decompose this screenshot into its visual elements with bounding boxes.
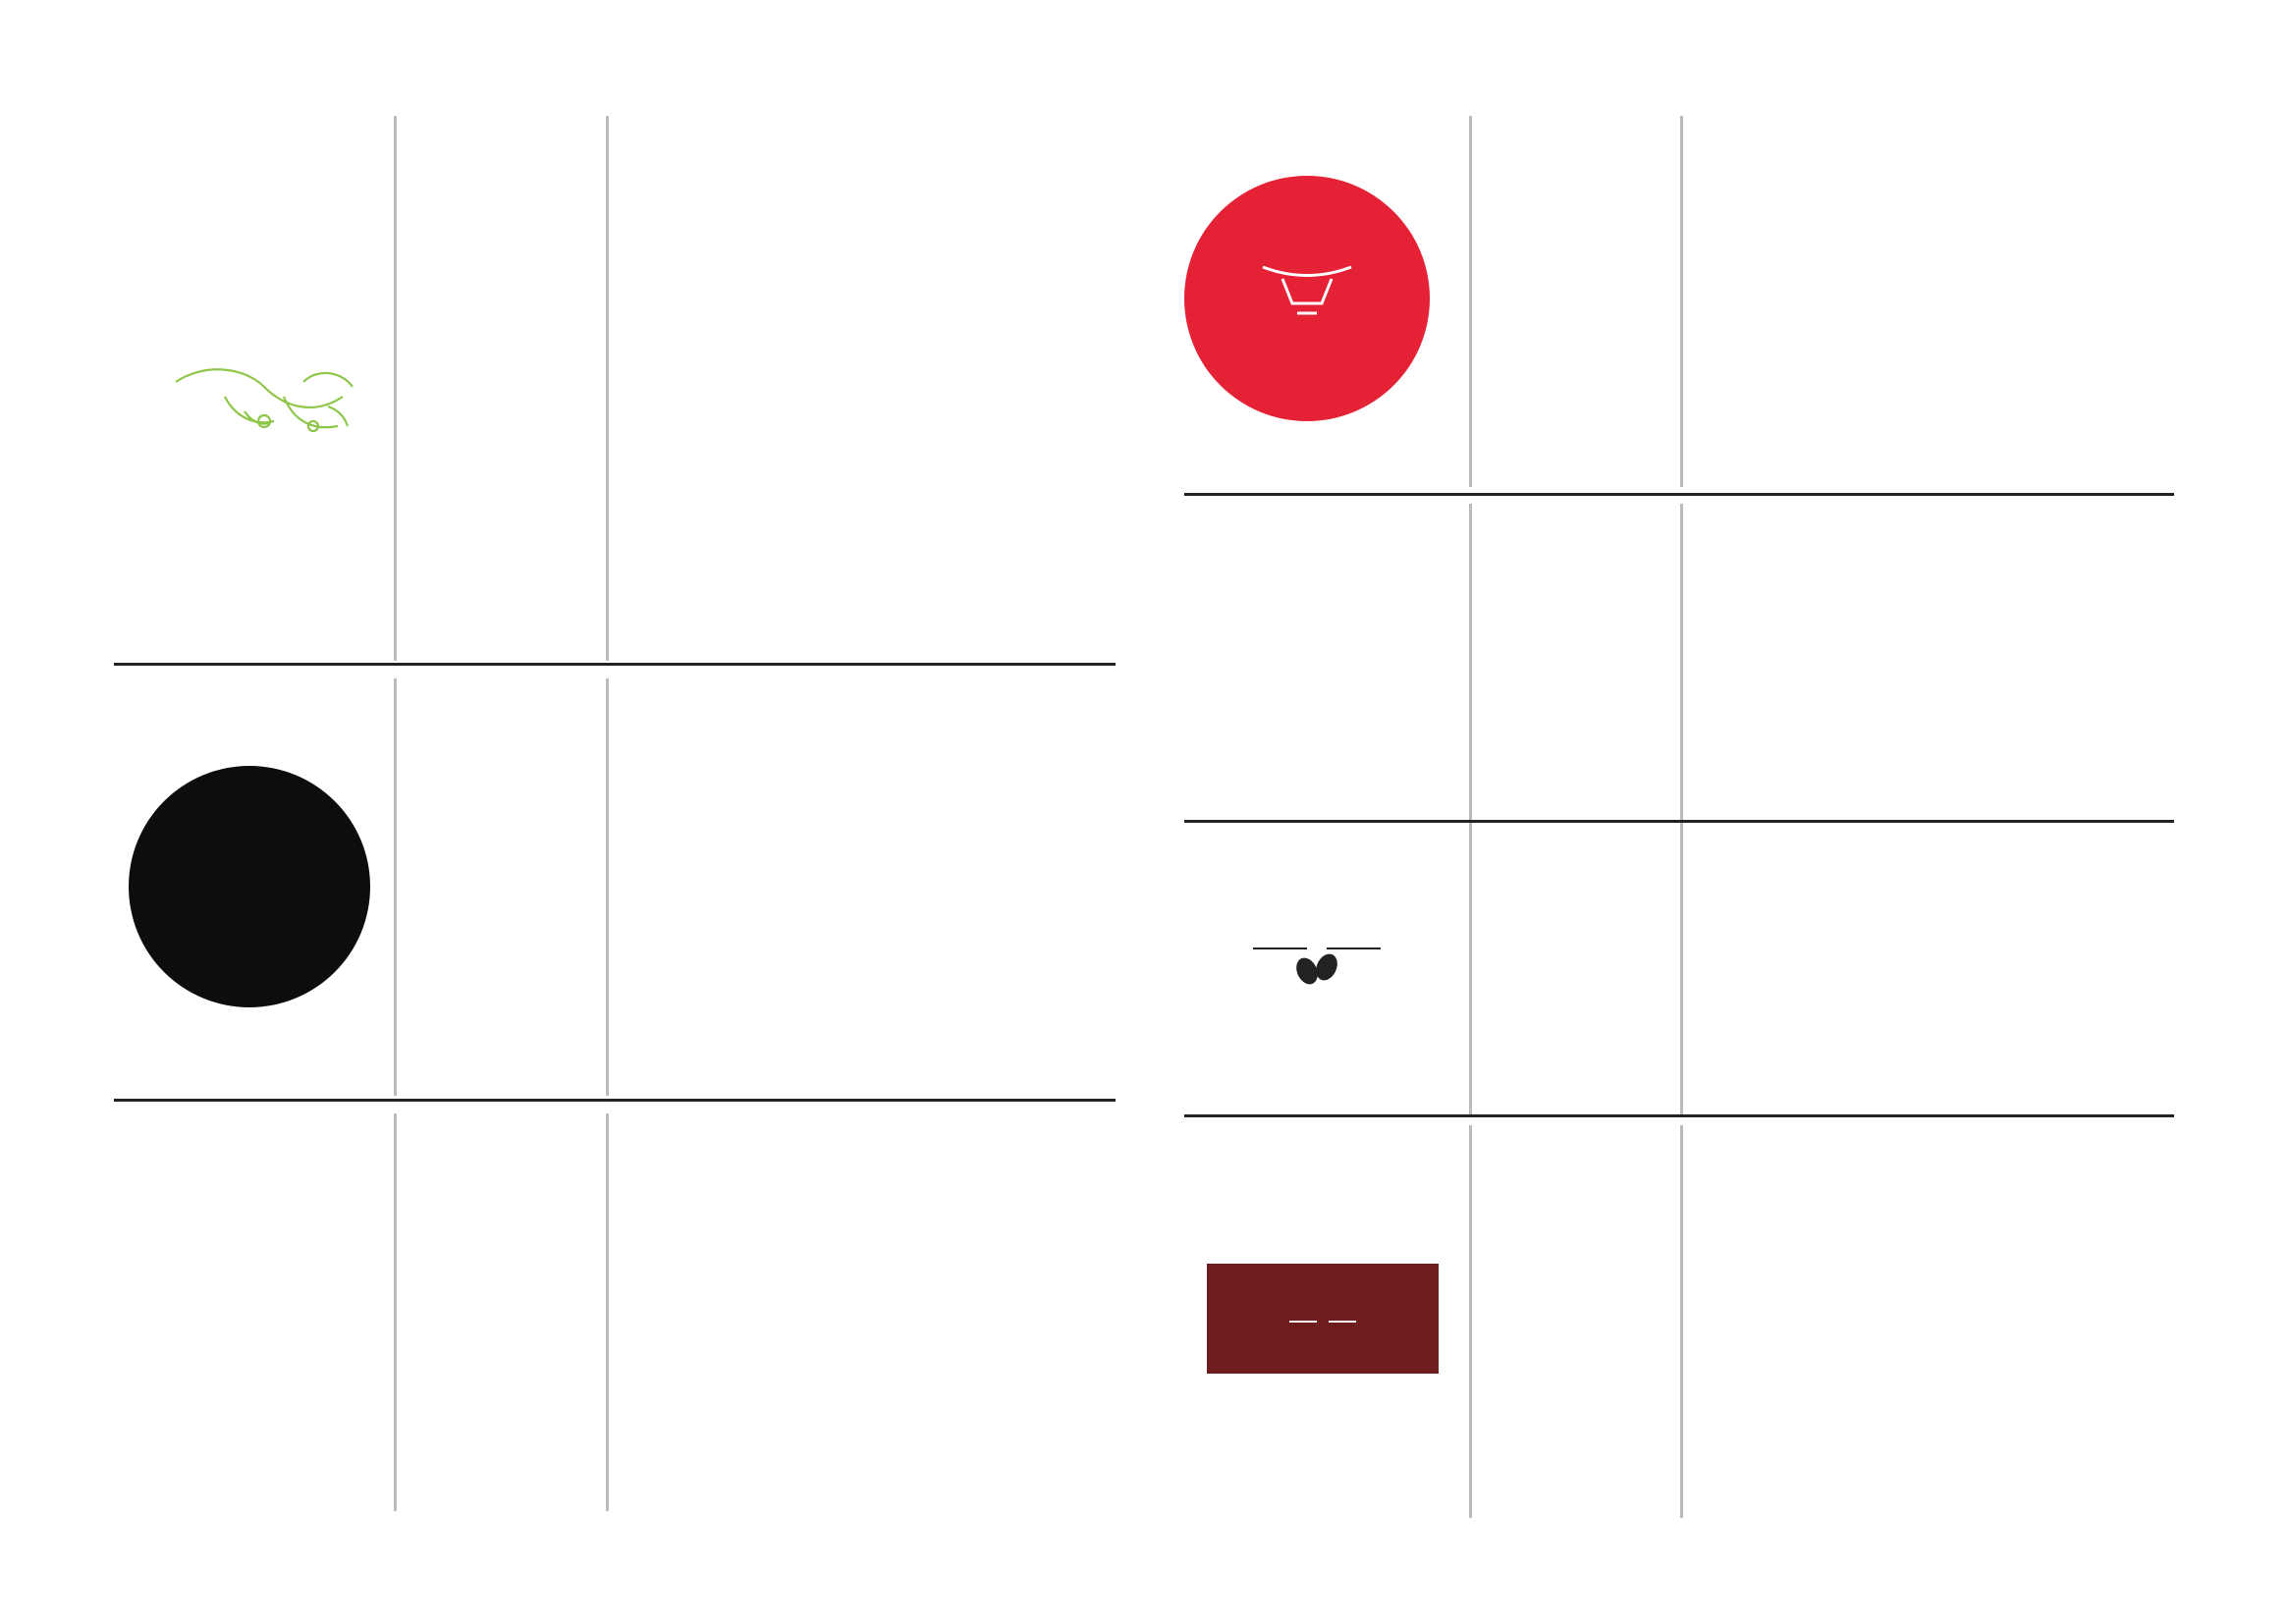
border-top xyxy=(0,0,2289,104)
coffee-beans-icon xyxy=(1287,949,1346,989)
la-moda-logo xyxy=(104,669,394,1104)
section-divider xyxy=(114,1099,1116,1102)
u-bosmana-address xyxy=(1474,1117,1680,1520)
vendor-karolicja xyxy=(104,104,1145,669)
divider xyxy=(1680,116,1683,487)
page-number-right xyxy=(2185,1520,2289,1624)
karolicja-logo xyxy=(104,104,394,669)
u-bosmana-logo xyxy=(1207,1117,1439,1520)
vendor-willa-puck xyxy=(1145,823,2185,1117)
border-bottom xyxy=(104,1520,2185,1624)
divider xyxy=(1469,116,1472,487)
la-moda-address xyxy=(399,669,605,1104)
vendor-la-moda-morskiego xyxy=(104,1104,1145,1520)
divider xyxy=(1680,1125,1683,1518)
section-divider xyxy=(114,663,1116,666)
divider xyxy=(394,1113,397,1511)
la-moda-wloska-address xyxy=(399,1104,605,1520)
la-moda-wloska-logo xyxy=(104,1104,394,1520)
lody-marko-logo xyxy=(1184,104,1430,493)
divider xyxy=(394,678,397,1096)
divider xyxy=(394,116,397,661)
divider xyxy=(606,678,609,1096)
willa-puck-address xyxy=(1474,823,1680,1117)
page-number-left xyxy=(0,1520,104,1624)
divider xyxy=(606,1113,609,1511)
ice-cream-cup-icon xyxy=(1258,259,1356,318)
willa-puck-logo xyxy=(1184,823,1449,1117)
left-page xyxy=(104,104,1145,1520)
divider xyxy=(1469,1125,1472,1518)
vendor-u-bosmana xyxy=(1145,1117,2185,1520)
right-page xyxy=(1145,104,2185,1520)
vendor-la-moda-helska xyxy=(104,669,1145,1104)
divider xyxy=(1469,831,1472,1115)
karolicja-address xyxy=(399,104,605,669)
floral-ornament-icon xyxy=(117,328,382,446)
lody-marko-address xyxy=(1474,104,1680,493)
vendor-lody-marko xyxy=(1145,104,2185,493)
divider xyxy=(1680,831,1683,1115)
divider xyxy=(606,116,609,661)
